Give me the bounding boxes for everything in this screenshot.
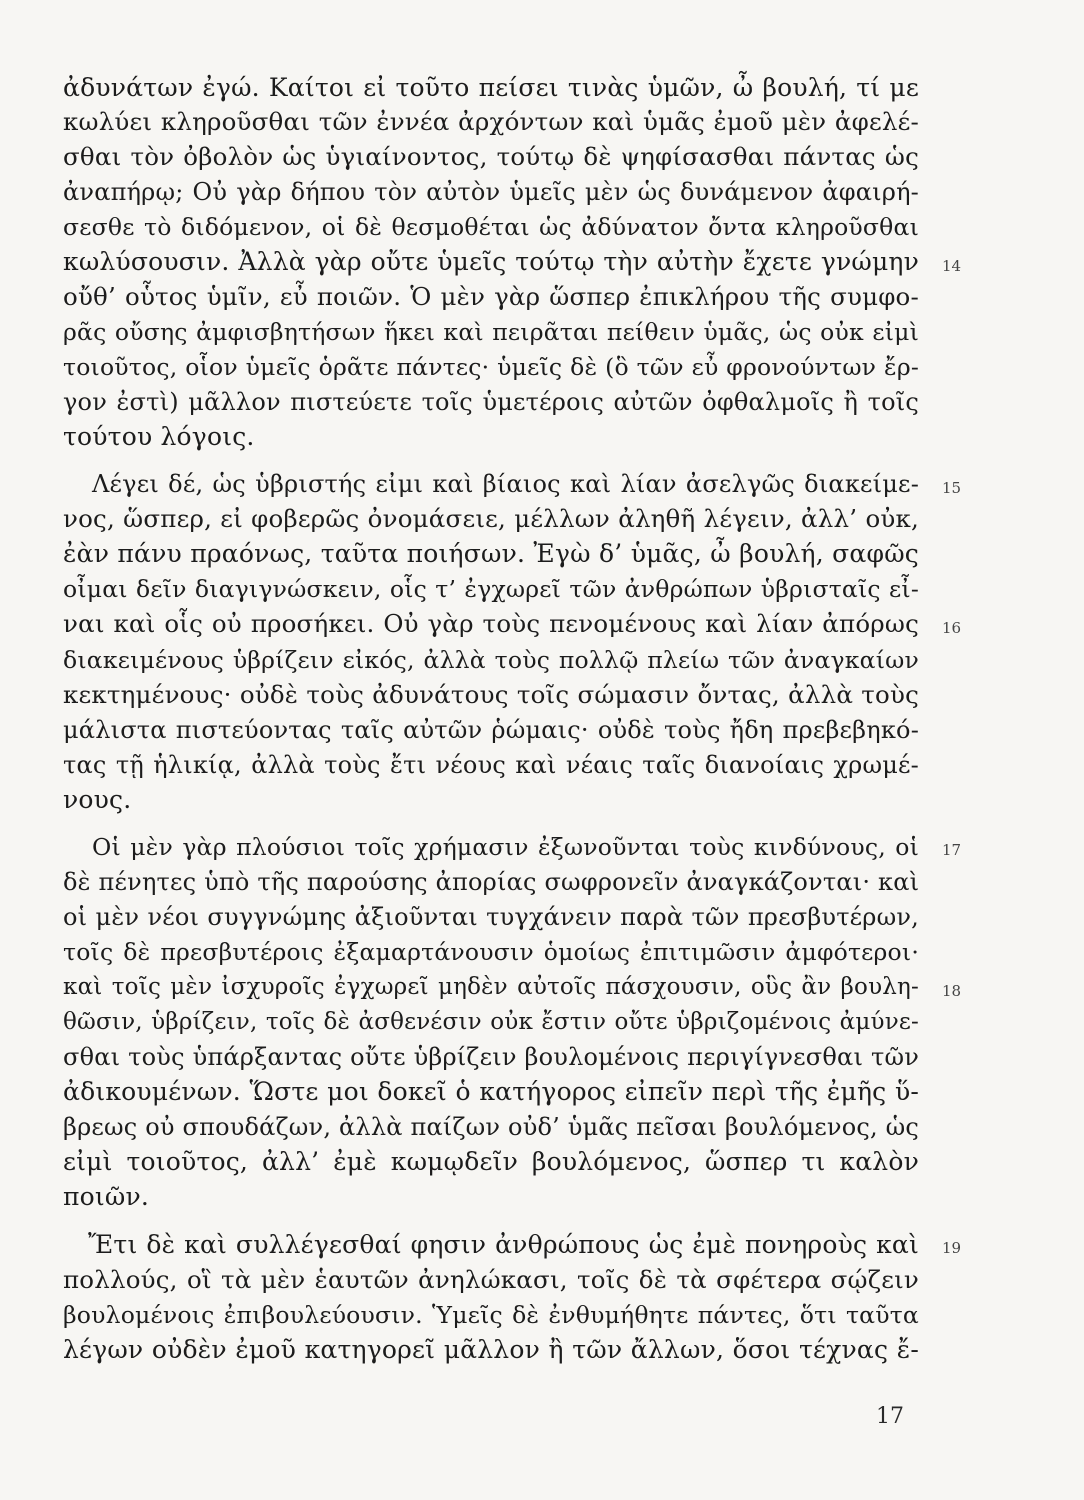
text-line: σεσθε τὸ διδόμενον, οἱ δὲ θεσμοθέται ὡς ἀδύνατον ὄντα κληροῦσθαι xyxy=(63,213,919,241)
section-number: 19 xyxy=(942,1239,962,1257)
text-line: νος, ὥσπερ, εἰ φοβερῶς ὀνομάσειε, μέλλων ἀληθῆ λέγειν, ἀλλ’ οὐκ, xyxy=(63,504,919,533)
text-line: τας τῇ ἡλικίᾳ, ἀλλὰ τοὺς ἔτι νέους καὶ νέαις ταῖς διανοίαις χρωμέ- xyxy=(63,751,919,779)
text-line: κεκτημένους· οὐδὲ τοὺς ἀδυνάτους τοῖς σώμασιν ὄντας, ἀλλὰ τοὺς xyxy=(63,680,919,709)
text-line: τοῖς δὲ πρεσβυτέροις ἐξαμαρτάνουσιν ὁμοίως ἐπιτιμῶσιν ἀμφότεροι· xyxy=(63,938,919,966)
text-line: ἀδυνάτων ἐγώ. Καίτοι εἰ τοῦτο πείσει τινὰς ὑμῶν, ὦ βουλή, τί με xyxy=(63,73,919,102)
page-number: 17 xyxy=(876,1404,904,1429)
text-line: εἰμὶ τοιοῦτος, ἀλλ’ ἐμὲ κωμῳδεῖν βουλόμενος, ὥσπερ τι καλὸν xyxy=(63,1147,919,1176)
paragraph-first-line: Οἱ μὲν γὰρ πλούσιοι τοῖς χρήμασιν ἐξωνοῦνται τοὺς κινδύνους, οἱ xyxy=(92,833,919,861)
text-line: ποιῶν. xyxy=(63,1182,150,1211)
section-number: 17 xyxy=(942,841,962,859)
text-line: πολλούς, οἳ τὰ μὲν ἑαυτῶν ἀνηλώκασι, τοῖς δὲ τὰ σφέτερα σῴζειν xyxy=(63,1265,919,1294)
paragraph-first-line: Λέγει δέ, ὡς ὑβριστής εἰμι καὶ βίαιος καὶ λίαν ἀσελγῶς διακείμε- xyxy=(92,470,919,498)
text-line: ἀναπήρῳ; Οὐ γὰρ δήπου τὸν αὐτὸν ὑμεῖς μὲν ὡς δυνάμενον ἀφαιρή- xyxy=(63,178,919,206)
section-number: 16 xyxy=(942,619,962,637)
section-number: 14 xyxy=(942,257,962,275)
paragraph-first-line: Ἔτι δὲ καὶ συλλέγεσθαί φησιν ἀνθρώπους ὡς ἐμὲ πονηροὺς καὶ xyxy=(88,1230,919,1259)
text-line: ἀδικουμένων. Ὥστε μοι δοκεῖ ὁ κατήγορος εἰπεῖν περὶ τῆς ἐμῆς ὕ- xyxy=(63,1077,919,1106)
text-line: οὔθ’ οὗτος ὑμῖν, εὖ ποιῶν. Ὁ μὲν γὰρ ὥσπερ ἐπικλήρου τῆς συμφο- xyxy=(63,282,919,311)
text-line: ρᾶς οὔσης ἀμφισβητήσων ἥκει καὶ πειρᾶται πείθειν ὑμᾶς, ὡς οὐκ εἰμὶ xyxy=(63,318,919,346)
text-line: θῶσιν, ὑβρίζειν, τοῖς δὲ ἀσθενέσιν οὐκ ἔστιν οὔτε ὑβριζομένοις ἀμύνε- xyxy=(63,1009,919,1035)
text-line: νους. xyxy=(63,785,132,814)
text-line: ναι καὶ οἷς οὐ προσήκει. Οὐ γὰρ τοὺς πενομένους καὶ λίαν ἀπόρως xyxy=(63,609,919,638)
text-line: κωλύει κληροῦσθαι τῶν ἐννέα ἀρχόντων καὶ ὑμᾶς ἐμοῦ μὲν ἀφελέ- xyxy=(63,107,919,136)
text-line: βουλομένοις ἐπιβουλεύουσιν. Ὑμεῖς δὲ ἐνθυμήθητε πάντες, ὅτι ταῦτα xyxy=(63,1301,919,1329)
text-line: τοιοῦτος, οἷον ὑμεῖς ὁρᾶτε πάντες· ὑμεῖς δὲ (ὃ τῶν εὖ φρονούντων ἔρ- xyxy=(63,353,919,381)
section-number: 18 xyxy=(942,982,962,1000)
text-line: γον ἐστὶ) μᾶλλον πιστεύετε τοῖς ὑμετέροις αὐτῶν ὀφθαλμοῖς ἢ τοῖς xyxy=(63,388,919,416)
text-line: βρεως οὐ σπουδάζων, ἀλλὰ παίζων οὐδ’ ὑμᾶς πεῖσαι βουλόμενος, ὡς xyxy=(63,1113,920,1141)
text-line: τούτου λόγοις. xyxy=(63,422,255,451)
text-line: μάλιστα πιστεύοντας ταῖς αὐτῶν ῥώμαις· οὐδὲ τοὺς ἤδη πρεβεβηκό- xyxy=(63,716,919,744)
text-line: σθαι τοὺς ὑπάρξαντας οὔτε ὑβρίζειν βουλομένοις περιγίγνεσθαι τῶν xyxy=(63,1043,919,1071)
text-line: λέγων οὐδὲν ἐμοῦ κατηγορεῖ μᾶλλον ἢ τῶν ἄλλων, ὅσοι τέχνας ἔ- xyxy=(63,1335,919,1364)
text-line: ἐὰν πάνυ πραόνως, ταῦτα ποιήσων. Ἐγὼ δ’ ὑμᾶς, ὦ βουλή, σαφῶς xyxy=(63,539,919,568)
text-line: διακειμένους ὑβρίζειν εἰκός, ἀλλὰ τοὺς πολλῷ πλείω τῶν ἀναγκαίων xyxy=(63,646,919,674)
text-line: οἶμαι δεῖν διαγιγνώσκειν, οἷς τ’ ἐγχωρεῖ τῶν ἀνθρώπων ὑβρισταῖς εἶ- xyxy=(63,575,919,603)
text-line: δὲ πένητες ὑπὸ τῆς παρούσης ἀπορίας σωφρονεῖν ἀναγκάζονται· καὶ xyxy=(63,868,920,896)
text-line: κωλύσουσιν. Ἀλλὰ γὰρ οὔτε ὑμεῖς τούτῳ τὴν αὐτὴν ἔχετε γνώμην xyxy=(63,247,919,276)
section-number: 15 xyxy=(942,479,962,497)
text-line: σθαι τὸν ὀβολὸν ὡς ὑγιαίνοντος, τούτῳ δὲ ψηφίσασθαι πάντας ὡς xyxy=(63,142,919,171)
text-line: οἱ μὲν νέοι συγγνώμης ἀξιοῦνται τυγχάνειν παρὰ τῶν πρεσβυτέρων, xyxy=(63,903,919,931)
text-line: καὶ τοῖς μὲν ἰσχυροῖς ἐγχωρεῖ μηδὲν αὐτοῖς πάσχουσιν, οὓς ἂν βουλη- xyxy=(63,974,919,1000)
